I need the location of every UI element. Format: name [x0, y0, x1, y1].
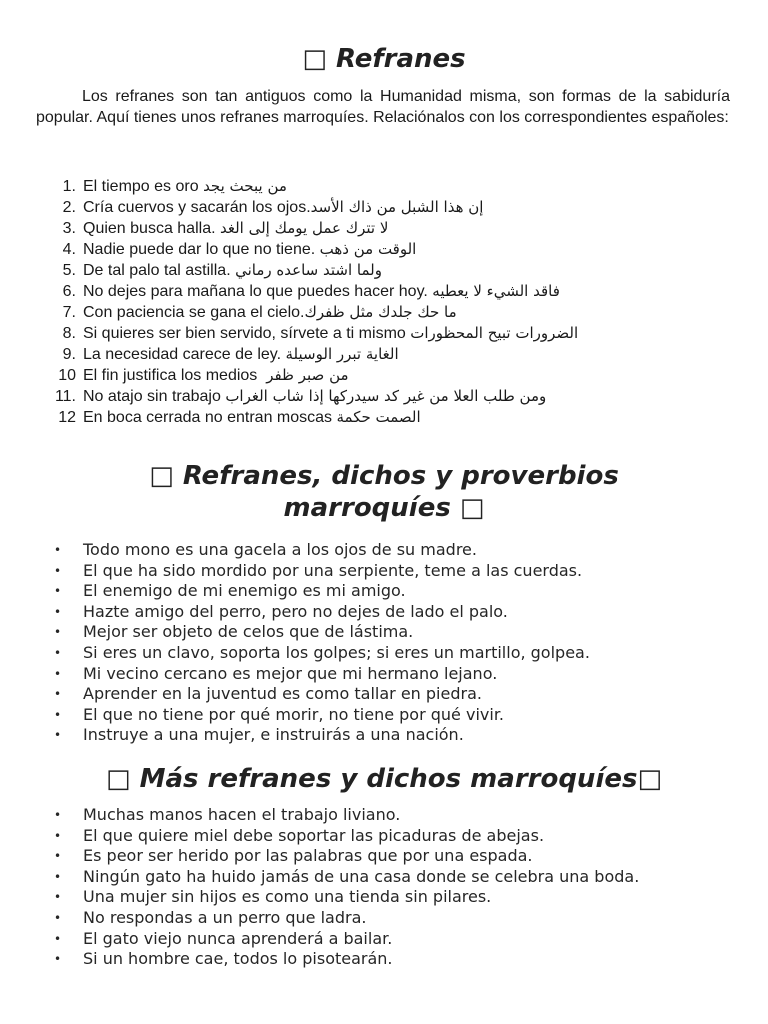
list-item: [36, 908, 736, 929]
list-item: [36, 407, 736, 428]
list-item-text: Instruye a una mujer, e instruirás a una nación.: [83, 725, 464, 745]
box-icon: □: [459, 493, 485, 523]
list-item: [36, 867, 736, 888]
item-number: 3.: [62, 220, 76, 237]
arabic-text: الضرورات تبيح المحظورات: [410, 324, 579, 342]
spanish-text: Con paciencia se gana el cielo.: [83, 304, 305, 321]
list-item: [36, 826, 736, 847]
list-item-text: Si eres un clavo, soporta los golpes; si eres un martillo, golpea.: [83, 642, 590, 662]
item-number: 4.: [62, 241, 76, 258]
arabic-text: ولما اشتد ساعده رماني: [235, 261, 382, 279]
bullet-icon: •: [54, 625, 62, 640]
spanish-text: Nadie puede dar lo que no tiene.: [83, 241, 316, 258]
list-item: [36, 281, 736, 302]
item-number: 11.: [54, 388, 76, 405]
list-item: [36, 846, 736, 867]
list-item-text: Si un hombre cae, todos lo pisotearán.: [83, 949, 393, 969]
bullet-icon: •: [54, 563, 62, 578]
box-icon: □: [149, 461, 174, 491]
bullet-icon: •: [54, 645, 62, 660]
arabic-text: فاقد الشيء لا يعطيه: [432, 282, 560, 300]
section1-title: [0, 42, 768, 76]
list-item: [36, 365, 736, 386]
list-item: [36, 622, 736, 643]
list-item: [36, 643, 736, 664]
section3-title-text: Más refranes y dichos marroquíes: [139, 764, 638, 794]
list-item-text: El que no tiene por qué morir, no tiene por qué vivir.: [83, 704, 505, 724]
item-number: 5.: [62, 262, 76, 279]
item-number: 1.: [62, 178, 76, 195]
section1-intro: Los refranes son tan antiguos como la Humanidad misma, son formas de la sabiduría popular. Aquí tienes unos refranes marroquíes. Relaciónalos con los correspondientes españoles:: [36, 88, 730, 126]
arabic-text: الصمت حكمة: [336, 408, 421, 426]
spanish-text: El tiempo es oro: [83, 178, 199, 195]
list-item-text: El que quiere miel debe soportar las picaduras de abejas.: [83, 825, 545, 845]
section2-bullet-list: [36, 540, 736, 746]
list-item-text: Mi vecino cercano es mejor que mi hermano lejano.: [83, 663, 498, 683]
spanish-text: La necesidad carece de ley.: [83, 346, 282, 363]
list-item: [36, 805, 736, 826]
list-item: [36, 949, 736, 970]
item-number: 7.: [62, 304, 76, 321]
list-item-text: Todo mono es una gacela a los ojos de su madre.: [83, 540, 477, 559]
arabic-text: لا تترك عمل يومك إلى الغد: [219, 219, 389, 237]
list-item-text: Mejor ser objeto de celos que de lástima.: [83, 622, 414, 642]
bullet-icon: •: [54, 584, 62, 599]
item-number: 9.: [62, 346, 76, 363]
list-item: [36, 260, 736, 281]
list-item-text: Es peor ser herido por las palabras que por una espada.: [83, 846, 533, 866]
spanish-text: Si quieres ser bien servido, sírvete a ti mismo: [83, 325, 406, 342]
bullet-icon: •: [54, 849, 62, 864]
list-item-text: Ningún gato ha huido jamás de una casa donde se celebra una boda.: [83, 866, 640, 886]
item-number: 8.: [62, 325, 76, 342]
list-item: [36, 323, 736, 344]
spanish-text: Cría cuervos y sacarán los ojos.: [83, 199, 311, 216]
bullet-icon: •: [54, 952, 62, 967]
list-item: [36, 664, 736, 685]
arabic-text: من صبر ظفر: [266, 366, 349, 384]
spanish-text: En boca cerrada no entran moscas: [83, 409, 333, 426]
section2-title-line2: marroquíes: [283, 493, 451, 523]
arabic-text: الوقت من ذهب: [319, 240, 417, 258]
bullet-icon: •: [54, 707, 62, 722]
section3-title: [0, 762, 768, 796]
list-item: [36, 386, 736, 407]
bullet-icon: •: [54, 728, 62, 743]
list-item-text: Aprender en la juventud es como tallar en piedra.: [83, 684, 482, 704]
arabic-text: ما حك جلدك مثل ظفرك: [304, 303, 457, 321]
arabic-text: إن هذا الشبل من ذاك الأسد: [310, 198, 484, 216]
bullet-icon: •: [54, 687, 62, 702]
list-item: [36, 239, 736, 260]
section3-bullet-list: [36, 805, 736, 970]
list-item: [36, 218, 736, 239]
refranes-numbered-list: [36, 176, 736, 428]
section2-title-line1: Refranes, dichos y proverbios: [182, 461, 619, 491]
item-number: 10: [58, 367, 76, 384]
list-item-text: El que ha sido mordido por una serpiente, teme a las cuerdas.: [83, 560, 583, 580]
bullet-icon: •: [54, 543, 62, 557]
box-icon: □: [302, 44, 327, 74]
list-item: [36, 176, 736, 197]
list-item: [36, 725, 736, 746]
section2-title: [0, 460, 768, 524]
list-item: [36, 887, 736, 908]
list-item: [36, 197, 736, 218]
list-item-text: No respondas a un perro que ladra.: [83, 907, 367, 927]
list-item: [36, 344, 736, 365]
spanish-text: De tal palo tal astilla.: [83, 262, 231, 279]
item-number: 6.: [62, 283, 76, 300]
list-item: [36, 581, 736, 602]
list-item-text: Una mujer sin hijos es como una tienda sin pilares.: [83, 887, 492, 907]
bullet-icon: •: [54, 890, 62, 905]
list-item: [36, 684, 736, 705]
arabic-text: من يبحث يجد: [203, 177, 287, 195]
bullet-icon: •: [54, 910, 62, 925]
spanish-text: No dejes para mañana lo que puedes hacer hoy.: [83, 283, 428, 300]
list-item-text: El gato viejo nunca aprenderá a bailar.: [83, 928, 393, 948]
list-item-text: Muchas manos hacen el trabajo liviano.: [83, 805, 401, 824]
list-item-text: Hazte amigo del perro, pero no dejes de lado el palo.: [83, 601, 508, 621]
bullet-icon: •: [54, 931, 62, 946]
arabic-text: الغاية تبرر الوسيلة: [285, 345, 399, 363]
bullet-icon: •: [54, 666, 62, 681]
list-item: [36, 540, 736, 561]
box-icon: □: [105, 764, 131, 794]
bullet-icon: •: [54, 808, 62, 822]
item-number: 12: [58, 409, 76, 426]
bullet-icon: •: [54, 828, 62, 843]
spanish-text: El fin justifica los medios: [83, 367, 258, 384]
bullet-icon: •: [54, 869, 62, 884]
list-item: [36, 561, 736, 582]
box-icon: □: [637, 764, 663, 794]
item-number: 2.: [62, 199, 76, 216]
spanish-text: No atajo sin trabajo: [83, 388, 221, 405]
list-item: [36, 602, 736, 623]
arabic-text: ومن طلب العلا من غير كد سيدركها إذا شاب الغراب: [225, 387, 547, 405]
bullet-icon: •: [54, 604, 62, 619]
spanish-text: Quien busca halla.: [83, 220, 216, 237]
list-item: [36, 705, 736, 726]
list-item: [36, 302, 736, 323]
list-item: [36, 929, 736, 950]
section1-title-text: Refranes: [335, 44, 466, 74]
list-item-text: El enemigo de mi enemigo es mi amigo.: [83, 581, 406, 601]
